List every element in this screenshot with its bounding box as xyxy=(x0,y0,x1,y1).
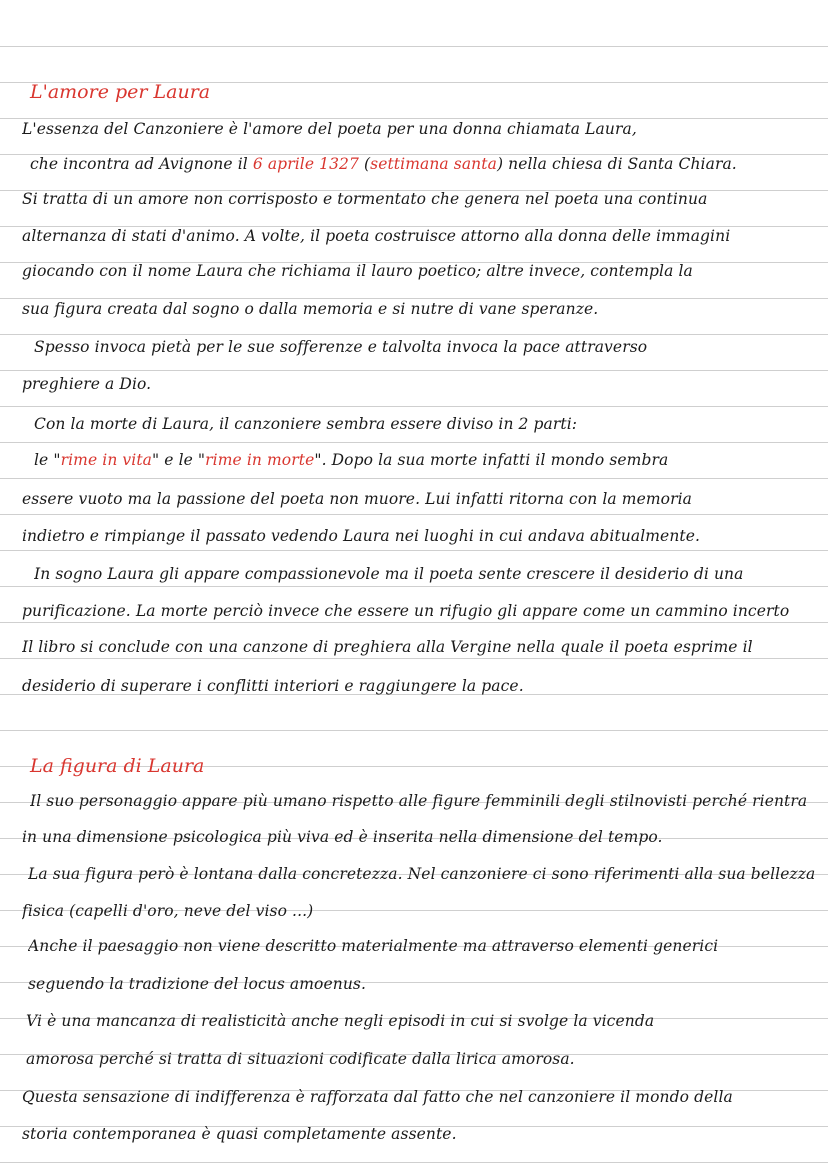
text-line: L'essenza del Canzoniere è l'amore del poeta per una donna chiamata Laura, xyxy=(22,120,637,138)
highlight-rime-in-morte: rime in morte xyxy=(205,451,315,469)
text-line: Il libro si conclude con una canzone di preghiera alla Vergine nella quale il poeta esprime il xyxy=(22,638,753,656)
text-fragment: ". Dopo la sua morte infatti il mondo sembra xyxy=(314,451,669,469)
text-line: Si tratta di un amore non corrisposto e tormentato che genera nel poeta una continua xyxy=(22,190,708,208)
section-heading-amore: L'amore per Laura xyxy=(30,81,211,103)
text-line: Questa sensazione di indifferenza è rafforzata dal fatto che nel canzoniere il mondo della xyxy=(22,1088,733,1106)
text-line: seguendo la tradizione del locus amoenus. xyxy=(28,975,366,993)
text-line xyxy=(34,446,818,474)
text-line: essere vuoto ma la passione del poeta non muore. Lui infatti ritorna con la memoria xyxy=(22,490,692,508)
text-line: in una dimensione psicologica più viva ed è inserita nella dimensione del tempo. xyxy=(22,828,663,846)
text-fragment: ) nella chiesa di Santa Chiara. xyxy=(496,155,737,173)
text-line: alternanza di stati d'animo. A volte, il poeta costruisce attorno alla donna delle immagini xyxy=(22,227,731,245)
text-line: Anche il paesaggio non viene descritto materialmente ma attraverso elementi generici xyxy=(28,937,719,955)
text-line: preghiere a Dio. xyxy=(22,375,152,393)
text-line: storia contemporanea è quasi completamente assente. xyxy=(22,1125,457,1143)
text-line: Spesso invoca pietà per le sue sofferenze e talvolta invoca la pace attraverso xyxy=(34,338,648,356)
text-line: purificazione. La morte perciò invece che essere un rifugio gli appare come un cammino incerto xyxy=(22,602,790,620)
text-fragment: le " xyxy=(34,451,61,469)
text-line: sua figura creata dal sogno o dalla memoria e si nutre di vane speranze. xyxy=(22,300,599,318)
text-line xyxy=(30,150,818,178)
text-line: Con la morte di Laura, il canzoniere sembra essere diviso in 2 parti: xyxy=(34,415,578,433)
text-fragment: ( xyxy=(358,155,371,173)
text-fragment: " e le " xyxy=(152,451,206,469)
text-line: La sua figura però è lontana dalla concretezza. Nel canzoniere ci sono riferimenti alla sua bellezza xyxy=(28,865,816,883)
text-fragment: che incontra ad Avignone il xyxy=(30,155,253,173)
text-line: Vi è una mancanza di realisticità anche negli episodi in cui si svolge la vicenda xyxy=(26,1012,655,1030)
highlight-week: settimana santa xyxy=(370,155,497,173)
section-heading-figura: La figura di Laura xyxy=(30,755,205,777)
highlight-rime-in-vita: rime in vita xyxy=(60,451,153,469)
text-line: amorosa perché si tratta di situazioni codificate dalla lirica amorosa. xyxy=(26,1050,575,1068)
text-line: Il suo personaggio appare più umano rispetto alle figure femminili degli stilnovisti perché rientra xyxy=(30,792,808,810)
text-line: desiderio di superare i conflitti interiori e raggiungere la pace. xyxy=(22,677,524,695)
text-line: In sogno Laura gli appare compassionevole ma il poeta sente crescere il desiderio di una xyxy=(34,565,744,583)
text-line: indietro e rimpiange il passato vedendo Laura nei luoghi in cui andava abitualmente. xyxy=(22,527,701,545)
text-line: fisica (capelli d'oro, neve del viso ...) xyxy=(22,902,314,920)
text-line: giocando con il nome Laura che richiama il lauro poetico; altre invece, contempla la xyxy=(22,262,693,280)
highlight-date: 6 aprile 1327 xyxy=(252,155,359,173)
